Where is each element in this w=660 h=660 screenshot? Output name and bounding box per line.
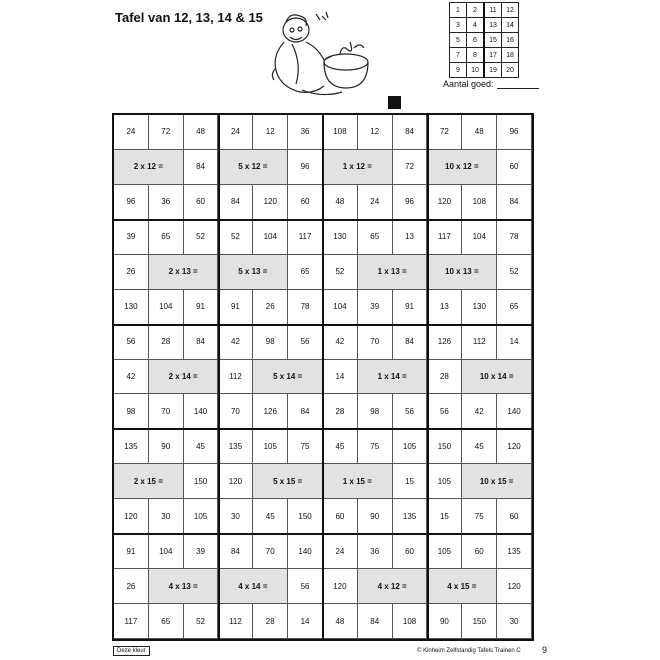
answer-cell[interactable]: 105 [184,499,219,534]
answer-cell[interactable]: 14 [497,325,532,360]
answer-cell[interactable]: 15 [428,499,463,534]
column-block-divider [427,115,429,639]
answer-cell[interactable]: 120 [253,185,288,220]
score-label: Aantal goed: [443,79,494,89]
answer-cell[interactable]: 13 [428,290,463,325]
answer-cell[interactable]: 70 [149,394,184,429]
answer-key-cell: 20 [502,63,519,78]
answer-cell[interactable]: 42 [114,360,149,395]
answer-cell[interactable]: 84 [184,150,219,185]
answer-cell[interactable]: 60 [497,150,532,185]
question-cell[interactable]: 4 x 12 = [358,569,428,604]
question-cell[interactable]: 4 x 14 = [219,569,289,604]
question-cell[interactable]: 4 x 13 = [149,569,219,604]
table-row [450,33,519,48]
answer-cell[interactable]: 60 [393,534,428,569]
answer-cell[interactable]: 84 [184,325,219,360]
answer-cell[interactable]: 48 [184,115,219,150]
answer-cell[interactable]: 140 [288,534,323,569]
answer-cell[interactable]: 105 [428,464,463,499]
answer-cell[interactable]: 96 [288,150,323,185]
answer-key-table [449,2,519,78]
answer-key-cell: 15 [484,33,502,48]
answer-key-cell: 10 [467,63,485,78]
question-cell[interactable]: 10 x 13 = [428,255,498,290]
answer-cell[interactable]: 28 [323,394,358,429]
answer-cell[interactable]: 42 [219,325,254,360]
answer-cell[interactable]: 36 [288,115,323,150]
answer-key-cell: 8 [467,48,485,63]
answer-cell[interactable]: 108 [462,185,497,220]
answer-cell[interactable]: 130 [323,220,358,255]
answer-cell[interactable]: 48 [462,115,497,150]
answer-cell[interactable]: 24 [219,115,254,150]
score-input-line[interactable] [497,88,539,89]
answer-cell[interactable]: 96 [497,115,532,150]
column-block-divider [322,115,324,639]
answer-cell[interactable]: 78 [288,290,323,325]
row-block-divider [114,533,532,535]
answer-cell[interactable]: 98 [358,394,393,429]
answer-cell[interactable]: 45 [462,429,497,464]
answer-cell[interactable]: 98 [114,394,149,429]
answer-cell[interactable]: 45 [184,429,219,464]
answer-cell[interactable]: 126 [428,325,463,360]
answer-cell[interactable]: 52 [497,255,532,290]
answer-cell[interactable]: 45 [253,499,288,534]
answer-cell[interactable]: 72 [428,115,463,150]
answer-cell[interactable]: 120 [323,569,358,604]
row-block-divider [114,324,532,326]
answer-cell[interactable]: 104 [253,220,288,255]
answer-cell[interactable]: 120 [497,429,532,464]
answer-cell[interactable]: 39 [114,220,149,255]
question-cell[interactable]: 1 x 12 = [323,150,393,185]
answer-key-cell: 17 [484,48,502,63]
question-cell[interactable]: 2 x 15 = [114,464,184,499]
answer-cell[interactable]: 36 [358,534,393,569]
answer-cell[interactable]: 30 [219,499,254,534]
answer-cell[interactable]: 90 [428,604,463,639]
answer-key-cell: 4 [467,18,485,33]
answer-cell[interactable]: 48 [323,604,358,639]
answer-cell[interactable]: 26 [253,290,288,325]
answer-cell[interactable]: 28 [253,604,288,639]
question-cell[interactable]: 5 x 13 = [219,255,289,290]
answer-cell[interactable]: 28 [149,325,184,360]
answer-cell[interactable]: 12 [253,115,288,150]
answer-cell[interactable]: 15 [393,464,428,499]
answer-cell[interactable]: 14 [323,360,358,395]
answer-cell[interactable]: 60 [462,534,497,569]
answer-key-cell: 12 [502,3,519,18]
chef-cooking-illustration [262,8,374,100]
answer-cell[interactable]: 135 [393,499,428,534]
answer-cell[interactable]: 56 [288,569,323,604]
answer-cell[interactable]: 84 [393,325,428,360]
answer-cell[interactable]: 91 [184,290,219,325]
answer-cell[interactable]: 98 [253,325,288,360]
question-cell[interactable]: 5 x 14 = [253,360,323,395]
answer-cell[interactable]: 120 [428,185,463,220]
answer-key-cell: 18 [502,48,519,63]
column-block-divider [218,115,220,639]
question-cell[interactable]: 5 x 12 = [219,150,289,185]
answer-cell[interactable]: 91 [219,290,254,325]
answer-cell[interactable]: 90 [358,499,393,534]
question-cell[interactable]: 2 x 14 = [149,360,219,395]
answer-cell[interactable]: 84 [219,185,254,220]
answer-cell[interactable]: 72 [393,150,428,185]
answer-cell[interactable]: 84 [393,115,428,150]
answer-cell[interactable]: 52 [219,220,254,255]
answer-cell[interactable]: 84 [497,185,532,220]
answer-cell[interactable]: 150 [288,499,323,534]
answer-cell[interactable]: 30 [497,604,532,639]
answer-cell[interactable]: 105 [393,429,428,464]
answer-cell[interactable]: 24 [323,534,358,569]
answer-cell[interactable]: 70 [358,325,393,360]
answer-cell[interactable]: 26 [114,255,149,290]
answer-cell[interactable]: 91 [393,290,428,325]
answer-cell[interactable]: 28 [428,360,463,395]
answer-cell[interactable]: 65 [497,290,532,325]
answer-cell[interactable]: 90 [149,429,184,464]
answer-cell[interactable]: 135 [114,429,149,464]
answer-cell[interactable]: 112 [462,325,497,360]
answer-cell[interactable]: 52 [184,220,219,255]
answer-key-cell: 7 [450,48,467,63]
answer-cell[interactable]: 24 [358,185,393,220]
answer-cell[interactable]: 56 [288,325,323,360]
answer-cell[interactable]: 60 [497,499,532,534]
answer-key-cell: 11 [484,3,502,18]
answer-cell[interactable]: 60 [323,499,358,534]
answer-key-cell: 6 [467,33,485,48]
answer-cell[interactable]: 130 [462,290,497,325]
answer-cell[interactable]: 96 [114,185,149,220]
answer-cell[interactable]: 108 [323,115,358,150]
answer-cell[interactable]: 39 [184,534,219,569]
answer-cell[interactable]: 12 [358,115,393,150]
question-cell[interactable]: 2 x 13 = [149,255,219,290]
table-row [450,48,519,63]
page-number: 9 [542,645,548,655]
answer-cell[interactable]: 39 [358,290,393,325]
answer-cell[interactable]: 75 [288,429,323,464]
page-title: Tafel van 12, 13, 14 & 15 [115,10,263,25]
answer-cell[interactable]: 30 [149,499,184,534]
answer-cell[interactable]: 78 [497,220,532,255]
answer-key-cell: 14 [502,18,519,33]
answer-cell[interactable]: 91 [114,534,149,569]
answer-cell[interactable]: 65 [149,604,184,639]
answer-cell[interactable]: 60 [184,185,219,220]
answer-cell[interactable]: 104 [149,290,184,325]
question-cell[interactable]: 1 x 13 = [358,255,428,290]
answer-cell[interactable]: 45 [323,429,358,464]
answer-cell[interactable]: 104 [323,290,358,325]
question-cell[interactable]: 1 x 14 = [358,360,428,395]
answer-key-cell: 5 [450,33,467,48]
answer-key-cell: 1 [450,3,467,18]
answer-cell[interactable]: 150 [428,429,463,464]
answer-cell[interactable]: 96 [393,185,428,220]
question-cell[interactable]: 10 x 15 = [462,464,532,499]
answer-cell[interactable]: 48 [323,185,358,220]
answer-cell[interactable]: 112 [219,360,254,395]
answer-cell[interactable]: 112 [219,604,254,639]
answer-cell[interactable]: 24 [114,115,149,150]
question-cell[interactable]: 4 x 15 = [428,569,498,604]
answer-cell[interactable]: 56 [114,325,149,360]
answer-cell[interactable]: 140 [497,394,532,429]
answer-cell[interactable]: 65 [288,255,323,290]
answer-cell[interactable]: 120 [114,499,149,534]
table-row [450,63,519,78]
answer-cell[interactable]: 84 [219,534,254,569]
answer-key-cell: 19 [484,63,502,78]
answer-cell[interactable]: 117 [428,220,463,255]
black-square-marker [388,96,401,109]
answer-cell[interactable]: 72 [149,115,184,150]
question-cell[interactable]: 1 x 15 = [323,464,393,499]
answer-cell[interactable]: 150 [462,604,497,639]
answer-cell[interactable]: 52 [323,255,358,290]
answer-key-cell: 9 [450,63,467,78]
table-row [450,18,519,33]
exercise-grid [112,113,534,641]
answer-key-cell: 3 [450,18,467,33]
answer-cell[interactable]: 75 [358,429,393,464]
answer-cell[interactable]: 36 [149,185,184,220]
answer-cell[interactable]: 104 [462,220,497,255]
answer-cell[interactable]: 56 [393,394,428,429]
answer-key-cell: 2 [467,3,485,18]
answer-cell[interactable]: 130 [114,290,149,325]
answer-cell[interactable]: 56 [428,394,463,429]
answer-cell[interactable]: 42 [323,325,358,360]
answer-key-cell: 13 [484,18,502,33]
question-cell[interactable]: 2 x 12 = [114,150,184,185]
answer-cell[interactable]: 75 [462,499,497,534]
answer-cell[interactable]: 60 [288,185,323,220]
copyright-text: © Kinheim Zelfstandig Tafels Trainen C [417,648,521,654]
answer-cell[interactable]: 42 [462,394,497,429]
answer-cell[interactable]: 105 [253,429,288,464]
answer-cell[interactable]: 84 [288,394,323,429]
answer-cell[interactable]: 65 [149,220,184,255]
answer-key-cell: 16 [502,33,519,48]
table-row [450,3,519,18]
answer-cell[interactable]: 70 [219,394,254,429]
question-cell[interactable]: 10 x 14 = [462,360,532,395]
answer-cell[interactable]: 150 [184,464,219,499]
answer-cell[interactable]: 65 [358,220,393,255]
answer-cell[interactable]: 120 [497,569,532,604]
answer-cell[interactable]: 117 [114,604,149,639]
score-field [443,79,539,89]
answer-cell[interactable]: 26 [114,569,149,604]
answer-cell[interactable]: 105 [428,534,463,569]
answer-cell[interactable]: 104 [149,534,184,569]
answer-cell[interactable]: 70 [253,534,288,569]
answer-cell[interactable]: 13 [393,220,428,255]
answer-cell[interactable]: 117 [288,220,323,255]
answer-cell[interactable]: 140 [184,394,219,429]
answer-cell[interactable]: 120 [219,464,254,499]
answer-cell[interactable]: 14 [288,604,323,639]
question-cell[interactable]: 5 x 15 = [253,464,323,499]
question-cell[interactable]: 10 x 12 = [428,150,498,185]
answer-cell[interactable]: 126 [253,394,288,429]
answer-cell[interactable]: 108 [393,604,428,639]
color-key-box: Deze kleur [113,646,150,656]
answer-cell[interactable]: 52 [184,604,219,639]
row-block-divider [114,428,532,430]
answer-cell[interactable]: 84 [358,604,393,639]
row-block-divider [114,219,532,221]
answer-cell[interactable]: 135 [497,534,532,569]
answer-cell[interactable]: 135 [219,429,254,464]
